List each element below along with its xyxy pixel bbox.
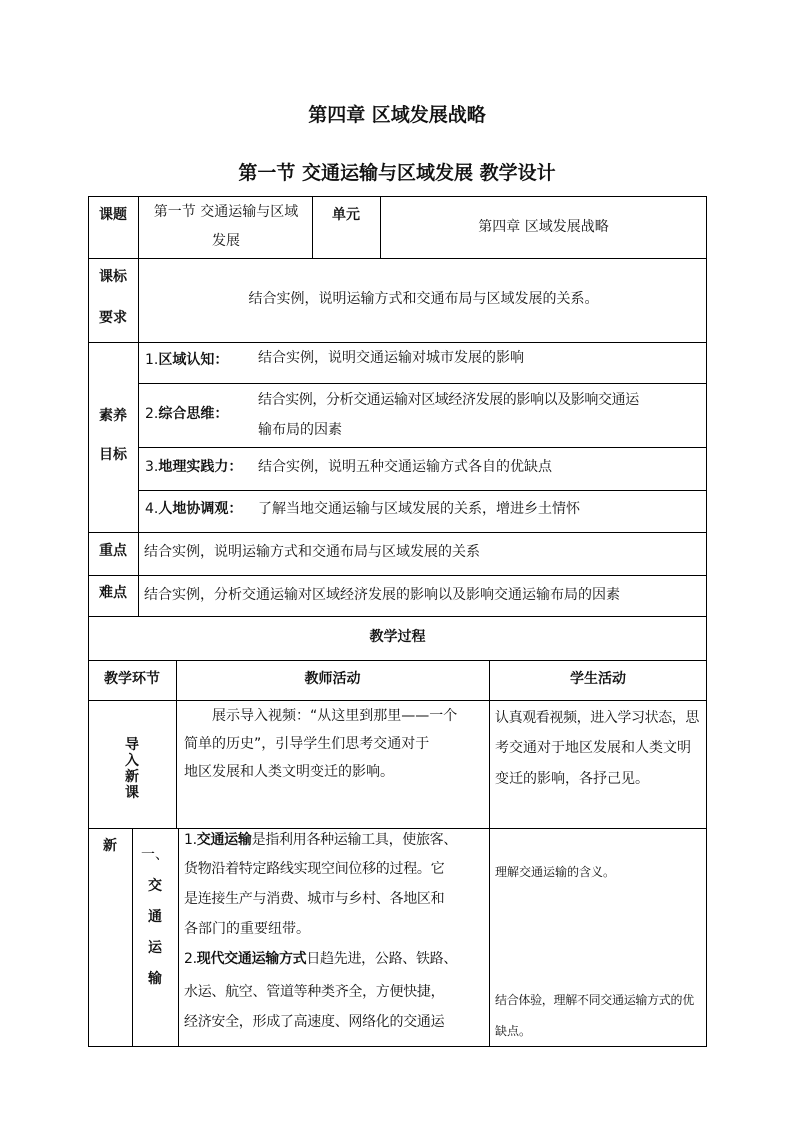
literacy-item-4 bbox=[145, 497, 257, 522]
literacy-name: 区域认知： bbox=[158, 352, 229, 368]
literacy-text-2a: 结合实例，分析交通运输对区域经济发展的影响以及影响交通运 bbox=[258, 392, 639, 408]
new-teacher-p1-line1: 1.交通运输是指利用各种运输工具，使旅客、 bbox=[184, 832, 458, 848]
col-student-header: 学生活动 bbox=[570, 671, 626, 687]
literacy-text-3: 结合实例，说明五种交通运输方式各自的优缺点 bbox=[258, 459, 552, 475]
topic-value-line2: 发展 bbox=[212, 233, 240, 249]
new-student-1: 理解交通运输的含义。 bbox=[495, 865, 616, 879]
literacy-name: 地理实践力： bbox=[158, 459, 243, 475]
topic-value-line1: 第一节 交通运输与区域 bbox=[153, 204, 299, 220]
intro-stage-label: 导 入 新 课 bbox=[125, 737, 139, 801]
intro-student-line1: 认真观看视频，进入学习状态，思 bbox=[495, 710, 699, 726]
new-sub-label: 一、 交 通 运 输 bbox=[141, 847, 169, 987]
new-teacher-p2-line2: 水运、航空、管道等种类齐全，方便快捷， bbox=[184, 984, 445, 1000]
literacy-num: 3. bbox=[145, 459, 159, 475]
literacy-label-2: 目标 bbox=[99, 447, 127, 463]
intro-student-line2: 考交通对于地区发展和人类文明 bbox=[495, 740, 691, 756]
intro-teacher-line1: 展示导入视频：“从这里到那里——一个 bbox=[212, 708, 458, 724]
key-value: 结合实例，说明运输方式和交通布局与区域发展的关系 bbox=[144, 544, 480, 560]
difficult-value: 结合实例，分析交通运输对区域经济发展的影响以及影响交通运输布局的因素 bbox=[144, 587, 620, 603]
intro-teacher-line2: 简单的历史”，引导学生们思考交通对于 bbox=[184, 736, 430, 752]
literacy-text-4: 了解当地交通运输与区域发展的关系，增进乡土情怀 bbox=[258, 501, 580, 517]
difficult-label: 难点 bbox=[99, 585, 127, 601]
literacy-item-2 bbox=[145, 402, 257, 427]
literacy-name: 人地协调观： bbox=[158, 501, 243, 517]
new-teacher-p2-line3: 经济安全，形成了高速度、网络化的交通运 bbox=[184, 1014, 445, 1030]
literacy-num: 4. bbox=[145, 501, 159, 517]
intro-student-line3: 变迁的影响，各抒己见。 bbox=[495, 771, 649, 787]
literacy-item-3 bbox=[145, 455, 257, 480]
literacy-name: 综合思维： bbox=[158, 406, 229, 422]
section-title: 第一节 交通运输与区域发展 教学设计 bbox=[238, 162, 556, 184]
literacy-text-2b: 输布局的因素 bbox=[258, 422, 342, 438]
new-teacher-p1-line4: 各部门的重要纽带。 bbox=[184, 921, 310, 937]
literacy-num: 1. bbox=[145, 352, 159, 368]
chapter-title: 第四章 区域发展战略 bbox=[308, 104, 486, 126]
unit-value: 第四章 区域发展战略 bbox=[478, 219, 609, 235]
intro-teacher-line3: 地区发展和人类文明变迁的影响。 bbox=[184, 764, 394, 780]
col-teacher-header: 教师活动 bbox=[304, 671, 361, 687]
literacy-num: 2. bbox=[145, 406, 159, 422]
standard-label-2: 要求 bbox=[99, 310, 127, 326]
new-student-2-line1: 结合体验，理解不同交通运输方式的优 bbox=[495, 993, 694, 1007]
process-title: 教学过程 bbox=[369, 629, 426, 645]
key-label: 重点 bbox=[99, 543, 127, 559]
standard-label-1: 课标 bbox=[99, 269, 127, 285]
new-teacher-p1-line3: 是连接生产与消费、城市与乡村、各地区和 bbox=[184, 891, 445, 907]
new-student-2-line2: 缺点。 bbox=[495, 1024, 532, 1038]
unit-label: 单元 bbox=[332, 207, 360, 223]
col-stage-header: 教学环节 bbox=[104, 671, 160, 687]
literacy-text-1: 结合实例，说明交通运输对城市发展的影响 bbox=[258, 350, 524, 366]
literacy-label-1: 素养 bbox=[99, 408, 127, 424]
new-stage-label: 新 bbox=[103, 838, 117, 854]
new-teacher-p2-line1: 2.现代交通运输方式日趋先进，公路、铁路、 bbox=[184, 951, 458, 967]
standard-value: 结合实例，说明运输方式和交通布局与区域发展的关系。 bbox=[248, 291, 599, 307]
new-teacher-p1-line2: 货物沿着特定路线实现空间位移的过程。它 bbox=[184, 861, 445, 877]
topic-label: 课题 bbox=[99, 207, 127, 223]
